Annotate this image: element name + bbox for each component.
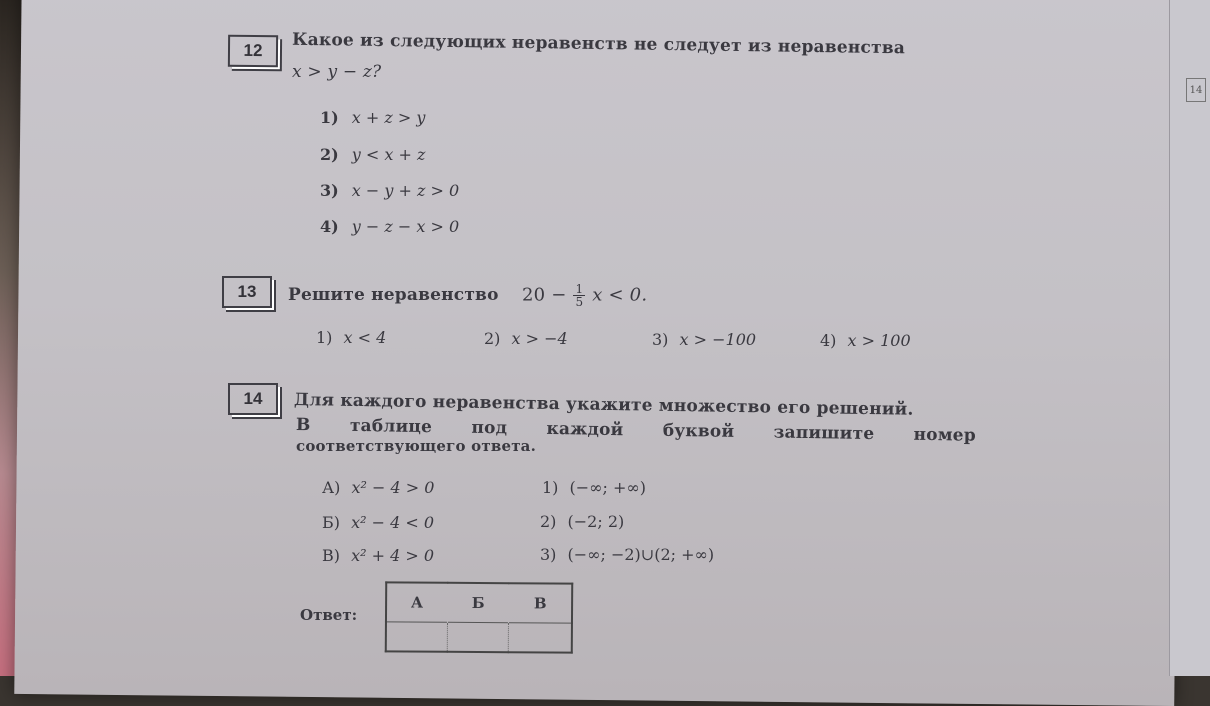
option-label: 2) [484, 329, 501, 348]
task-number-12: 12 [228, 35, 278, 67]
q12-text-line1: Какое из следующих неравенств не следует из неравенства [291, 29, 906, 59]
set-text: (−2; 2) [567, 512, 625, 531]
q14-text-line3: соответствующего ответа. [296, 437, 537, 455]
q14-inequality-b [322, 513, 434, 532]
word: номер [913, 424, 977, 446]
q14-inequality-a [322, 478, 434, 497]
q12-option-4[interactable] [320, 217, 459, 236]
q13-option-2[interactable] [484, 329, 568, 348]
q12-option-1[interactable] [320, 108, 425, 127]
answer-header-row [386, 582, 572, 623]
q13-expression [522, 283, 647, 308]
word: В [295, 415, 311, 436]
option-text: y − z − x > 0 [351, 217, 460, 236]
option-text: x > 100 [847, 331, 911, 350]
inequality-text: x² + 4 > 0 [351, 546, 435, 565]
fraction [573, 283, 585, 308]
set-label: 2) [540, 512, 557, 531]
option-label: 2) [320, 145, 339, 164]
option-label: 4) [820, 331, 837, 350]
option-text: x > −100 [679, 330, 757, 349]
word: запишите [773, 422, 875, 445]
word: каждой [546, 418, 624, 441]
inequality-text: x² − 4 > 0 [351, 478, 435, 497]
task-number-14: 14 [228, 383, 278, 415]
q12-option-2[interactable] [320, 145, 425, 164]
fraction-numerator: 1 [575, 282, 584, 296]
answer-header-b: Б [471, 593, 485, 613]
q13-option-4[interactable] [820, 331, 911, 350]
word: под [471, 417, 508, 439]
answer-header-a: А [410, 593, 424, 612]
q14-text-line1: Для каждого неравенства укажите множество его решений. [293, 390, 914, 420]
q12-option-3[interactable] [320, 181, 459, 200]
option-text: x < 4 [343, 328, 387, 347]
option-text: x + z > y [351, 108, 426, 127]
answer-cell-c[interactable] [509, 623, 572, 653]
option-text: x − y + z > 0 [351, 181, 460, 200]
option-label: 1) [316, 328, 333, 347]
answer-cell-a[interactable] [386, 622, 447, 652]
q13-prompt: Решите неравенство [288, 285, 499, 305]
set-text: (−∞; −2)∪(2; +∞) [567, 545, 715, 564]
inequality-label: А) [322, 478, 341, 497]
option-text: x > −4 [511, 329, 568, 348]
answer-table [385, 581, 573, 653]
expr-left: 20 − [522, 284, 567, 306]
adjacent-task-number: 14 [1186, 78, 1206, 102]
option-label: 3) [652, 330, 669, 349]
option-label: 1) [320, 108, 339, 127]
q12-text-line2: x > y − z? [292, 62, 382, 82]
option-text: y < x + z [351, 145, 426, 164]
fraction-denominator: 5 [575, 295, 584, 309]
expr-right: x < 0. [592, 284, 648, 306]
q13-option-1[interactable] [316, 328, 386, 347]
set-label: 1) [542, 478, 559, 497]
answer-cell-b[interactable] [447, 622, 509, 652]
option-label: 4) [320, 217, 339, 236]
word: таблице [349, 415, 433, 438]
set-label: 3) [540, 545, 557, 564]
answer-header-c: В [533, 594, 547, 613]
inequality-label: В) [322, 546, 340, 565]
option-label: 3) [320, 181, 339, 200]
answer-label: Ответ: [300, 606, 358, 624]
inequality-label: Б) [322, 513, 340, 532]
q14-set-3 [540, 545, 714, 564]
q13-option-3[interactable] [652, 330, 756, 349]
q14-set-1 [542, 478, 646, 497]
task-number-13: 13 [222, 276, 272, 308]
inequality-text: x² − 4 < 0 [351, 513, 435, 532]
q14-set-2 [540, 512, 624, 531]
answer-cells-row [386, 622, 572, 653]
adjacent-sheet [1169, 0, 1210, 676]
word: буквой [662, 420, 735, 442]
paper-sheet [14, 0, 1181, 706]
set-text: (−∞; +∞) [569, 478, 646, 497]
q14-inequality-c [322, 546, 434, 565]
